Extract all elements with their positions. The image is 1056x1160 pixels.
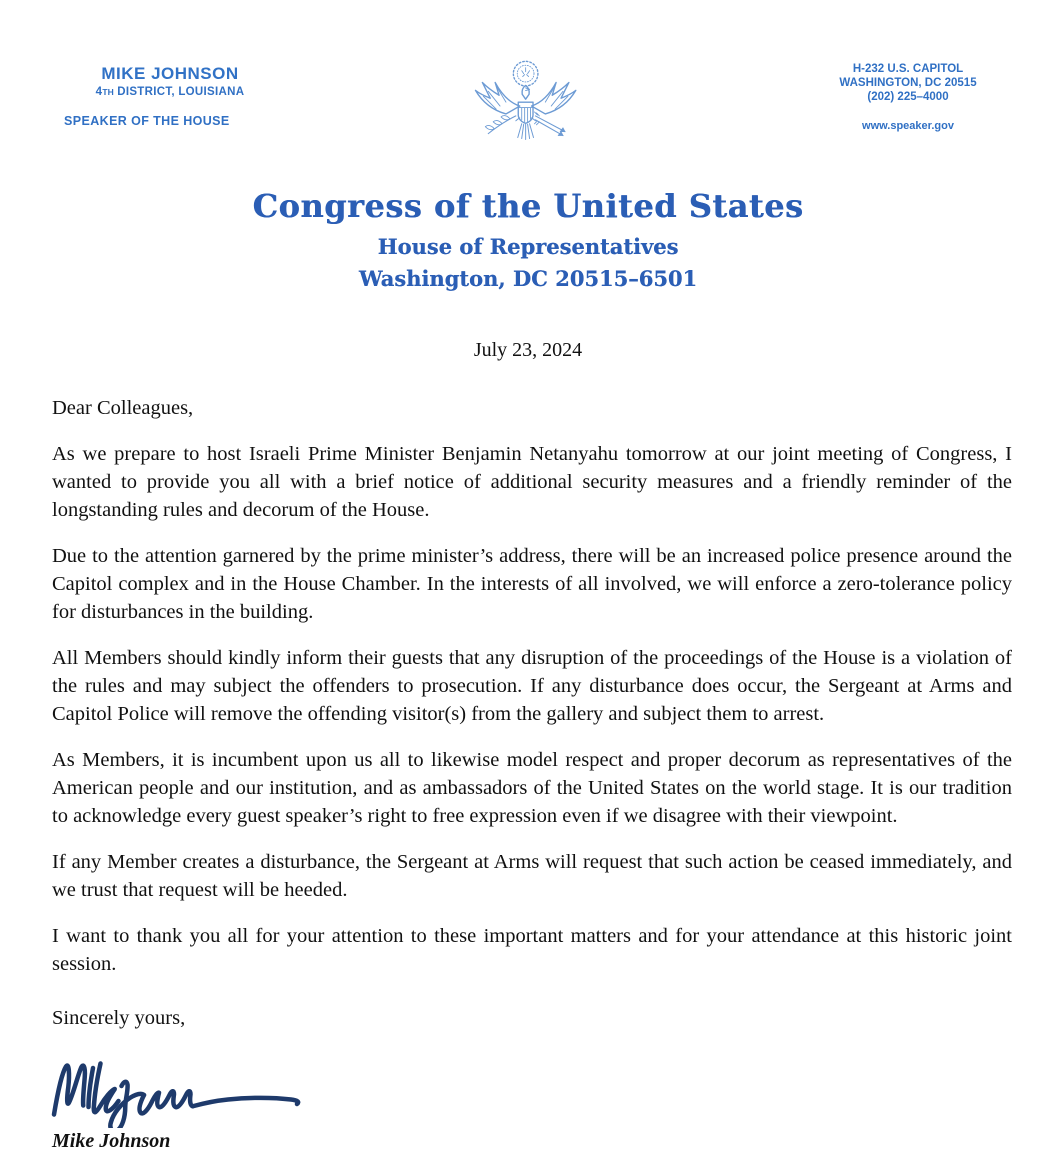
paragraph-2: Due to the attention garnered by the prime minister’s address, there will be an increased police presence around the Capitol complex and in the House Chamber. In the interests of all involved, we will enforce a zero-tolerance policy for disturbances in the building. bbox=[52, 545, 1012, 624]
letterhead-left-block bbox=[60, 58, 280, 128]
member-district bbox=[60, 86, 280, 98]
masthead-org-line: Congress of the United States bbox=[252, 187, 804, 226]
office-address-line2: WASHINGTON, DC 20515 bbox=[839, 77, 977, 90]
masthead-house-line: House of Representatives bbox=[377, 234, 679, 260]
signature-printed-name: Mike Johnson bbox=[52, 1129, 171, 1152]
letter-date: July 23, 2024 bbox=[473, 339, 583, 362]
letter-body bbox=[0, 394, 1056, 1155]
office-phone: (202) 225–4000 bbox=[867, 91, 949, 104]
paragraph-5: If any Member creates a disturbance, the Sergeant at Arms will request that such action be ceased immediately, and we trust that request will be heeded. bbox=[52, 851, 1012, 902]
paragraph-6: I want to thank you all for your attention to these important matters and for your attendance at this historic joint session. bbox=[52, 925, 1012, 976]
paragraph-4: As Members, it is incumbent upon us all to likewise model respect and proper decorum as representatives of the American people and our institution, and as ambassadors of the United States on the world stage. It is our tradition to acknowledge every guest speaker’s right to free expression even if we disagree with their viewpoint. bbox=[52, 749, 1012, 828]
district-ordinal: TH bbox=[102, 87, 114, 97]
member-name: MIKE JOHNSON bbox=[101, 64, 239, 83]
paragraph-1: As we prepare to host Israeli Prime Minister Benjamin Netanyahu tomorrow at our joint meeting of Congress, I wanted to provide you all with a brief notice of additional security measures and a friendly reminder of the longstanding rules and decorum of the House. bbox=[52, 443, 1012, 522]
great-seal-eagle-icon bbox=[467, 58, 585, 164]
district-rest: DISTRICT, LOUISIANA bbox=[117, 86, 245, 98]
letterhead-right-block bbox=[808, 58, 1008, 133]
office-website: www.speaker.gov bbox=[862, 120, 954, 133]
paragraph-3: All Members should kindly inform their guests that any disruption of the proceedings of the House is a violation of the rules and may subject the offenders to prosecution. If any disturbance does occur, the Sergeant at Arms and Capitol Police will remove the offending visitor(s) from the gallery and subject them to arrest. bbox=[52, 647, 1012, 726]
member-title: SPEAKER OF THE HOUSE bbox=[64, 114, 230, 128]
masthead bbox=[0, 187, 1056, 291]
office-address-line1: H-232 U.S. CAPITOL bbox=[852, 63, 964, 75]
signature-handwriting bbox=[48, 1053, 1012, 1125]
district-number: 4 bbox=[95, 86, 103, 98]
closing-phrase: Sincerely yours, bbox=[52, 1007, 186, 1030]
salutation: Dear Colleagues, bbox=[52, 397, 194, 420]
masthead-city-line: Washington, DC 20515–6501 bbox=[358, 266, 698, 292]
